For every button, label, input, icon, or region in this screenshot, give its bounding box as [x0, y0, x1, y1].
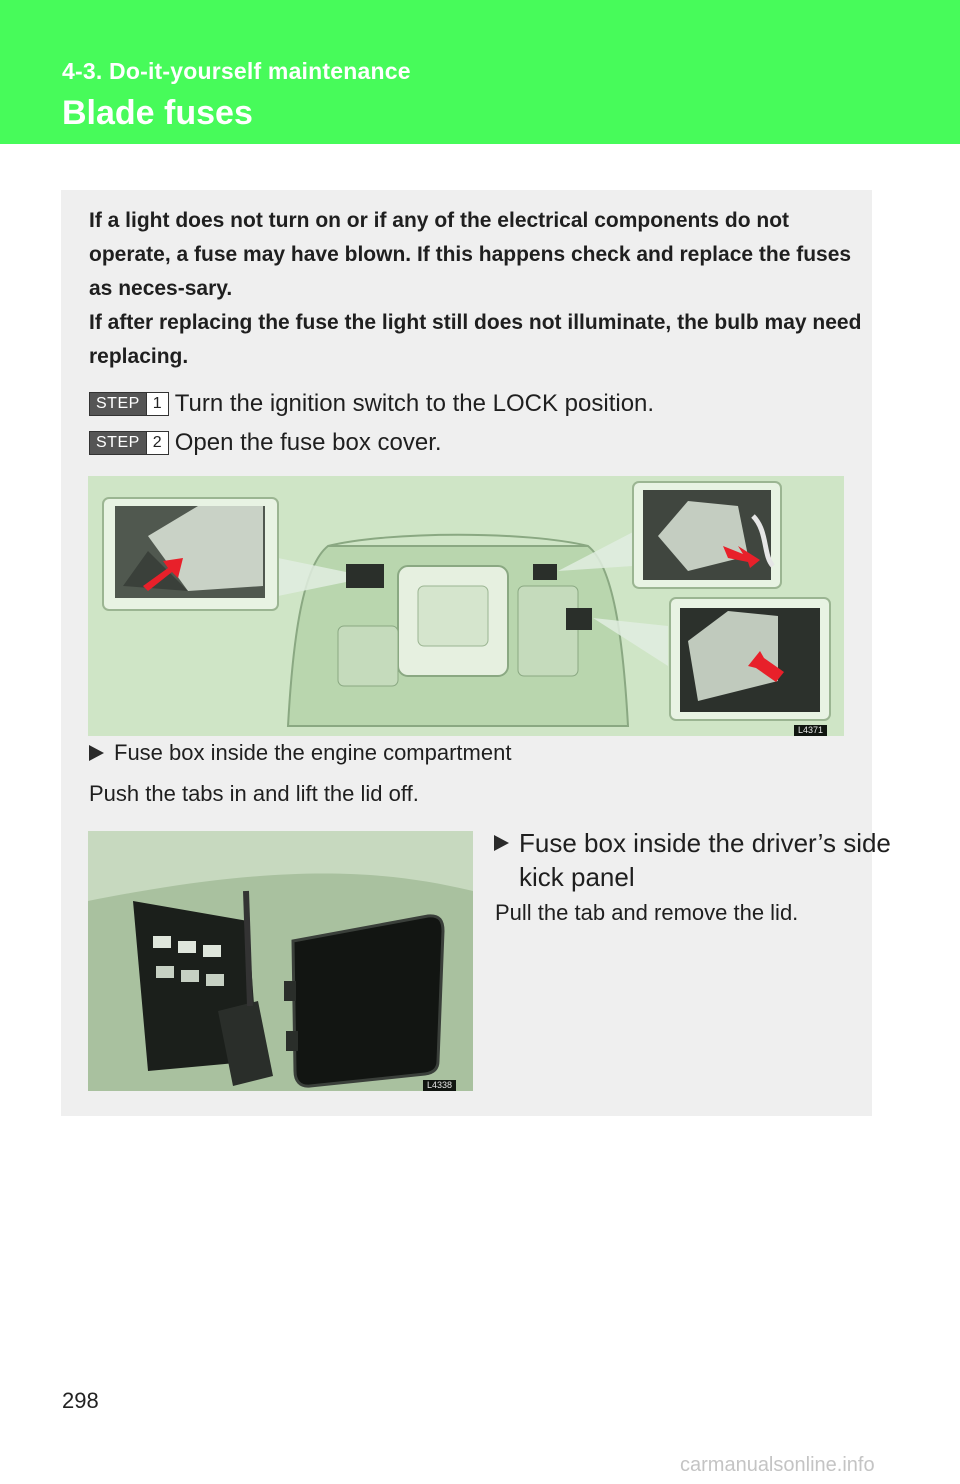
chapter-header — [0, 0, 960, 144]
kick-panel-instruction: Pull the tab and remove the lid. — [495, 900, 799, 925]
step-badge-label: STEP — [90, 393, 146, 415]
step-badge-number: 1 — [146, 393, 168, 415]
kick-panel-heading-line2: kick panel — [519, 862, 635, 892]
step-text: Open the fuse box cover. — [174, 429, 442, 456]
engine-compartment-illustration — [88, 476, 844, 736]
kick-panel-heading-text — [519, 826, 891, 894]
kick-panel-heading — [494, 826, 891, 894]
step-text: Turn the ignition switch to the LOCK position. — [174, 390, 655, 417]
kick-panel-heading-line1: Fuse box inside the driver’s side — [519, 828, 891, 858]
step-1 — [89, 391, 654, 417]
step-badge — [89, 431, 169, 455]
figure-code: L4371 — [794, 725, 827, 736]
step-badge — [89, 392, 169, 416]
engine-fuse-box-heading-text: Fuse box inside the engine compartment — [114, 740, 512, 765]
step-badge-number: 2 — [146, 432, 168, 454]
step-2 — [89, 430, 442, 456]
engine-fuse-box-heading — [89, 740, 511, 766]
section-label: 4-3. Do-it-yourself maintenance — [62, 58, 411, 84]
triangle-bullet-icon — [89, 745, 104, 761]
page-number: 298 — [62, 1388, 99, 1413]
intro-text — [89, 204, 869, 374]
triangle-bullet-icon — [494, 835, 509, 851]
intro-paragraph-2: If after replacing the fuse the light still does not illuminate, the bulb may need replacing. — [89, 311, 862, 368]
engine-fuse-box-instruction: Push the tabs in and lift the lid off. — [89, 781, 419, 806]
step-badge-label: STEP — [90, 432, 146, 454]
intro-paragraph-1: If a light does not turn on or if any of the electrical components do not operate, a fuse may have blown. If this happens check and replace the fuses as neces-sary. — [89, 209, 852, 300]
watermark: carmanualsonline.info — [680, 1454, 875, 1476]
kick-panel-photo — [88, 831, 473, 1091]
page-title: Blade fuses — [62, 94, 253, 132]
figure-code: L4338 — [423, 1080, 456, 1091]
